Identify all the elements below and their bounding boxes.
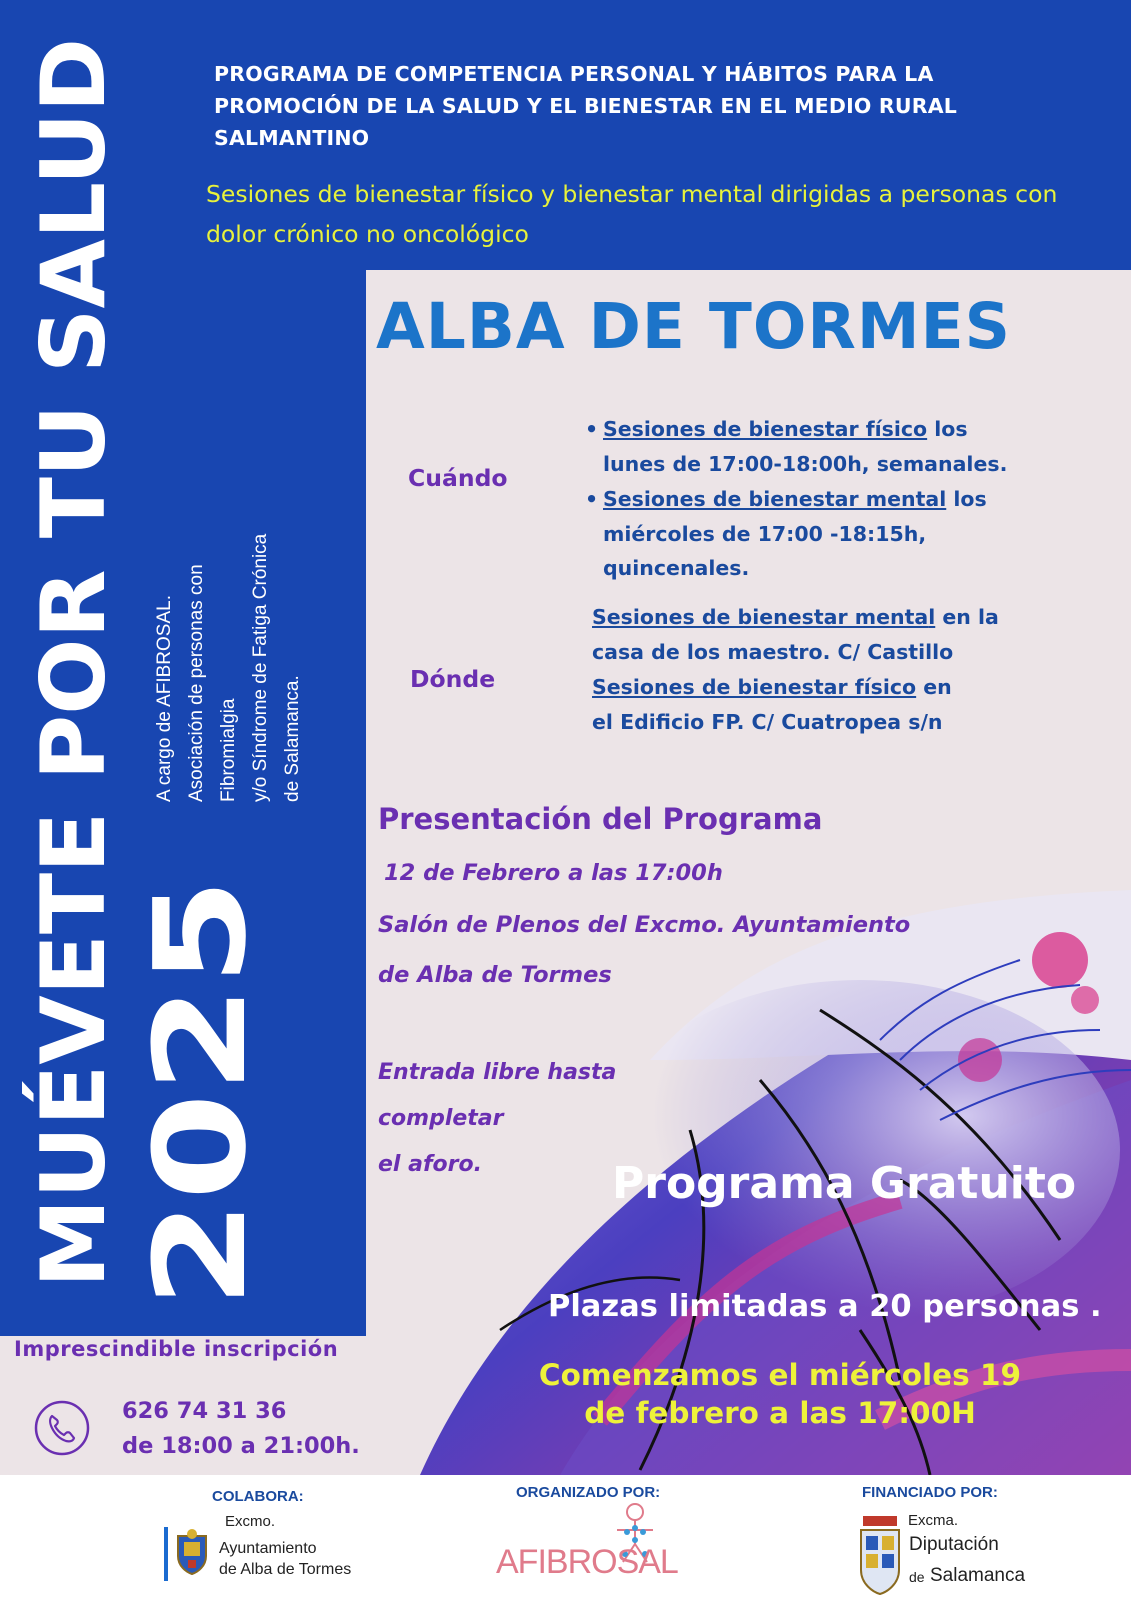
bullet-icon: • [585, 487, 599, 511]
bullet-icon: • [585, 417, 599, 441]
program-title: PROGRAMA DE COMPETENCIA PERSONAL Y HÁBITOS PARA LA PROMOCIÓN DE LA SALUD Y EL BIENESTAR EN EL MEDIO RURAL SALMANTINO [214, 62, 958, 150]
presentation-place: de Alba de Tormes [378, 962, 612, 988]
phone-number[interactable]: 626 74 31 36 [122, 1398, 287, 1424]
free-program-banner: Programa Gratuito [612, 1158, 1077, 1209]
cuando-label: Cuándo [408, 464, 508, 492]
presentation-title: Presentación del Programa [378, 802, 823, 836]
colabora-name: Ayuntamiento [219, 1540, 317, 1557]
financiado-name: Salamanca [930, 1565, 1026, 1586]
cuando-link[interactable]: Sesiones de bienestar mental [603, 487, 947, 511]
registration-label: Imprescindible inscripción [14, 1337, 339, 1361]
svg-text:2025: 2025 [127, 957, 274, 1308]
cuando-item: • Sesiones de bienestar mental los miércoles de 17:00 -18:15h, quincenales. [603, 482, 1123, 586]
donde-item: Sesiones de bienestar mental en la casa de los maestro. C/ Castillo [592, 605, 999, 664]
presentation-date: 12 de Febrero a las 17:00h [384, 860, 723, 886]
limited-seats: Plazas limitadas a 20 personas . [548, 1289, 1102, 1324]
credit-line: Asociación de personas con [186, 564, 207, 802]
side-year [127, 868, 274, 1308]
credit-line: A cargo de AFIBROSAL. [154, 595, 175, 802]
side-title [22, 18, 125, 1288]
financiado-label: FINANCIADO POR: [862, 1484, 998, 1501]
ayuntamiento-crest-icon [174, 1528, 210, 1576]
financiado-name: Excma. [908, 1512, 959, 1529]
program-subtitle: Sesiones de bienestar físico y bienestar mental dirigidas a personas con dolor crónico no oncológico [206, 180, 1058, 248]
colabora-name: de Alba de Tormes [219, 1561, 352, 1578]
phone-icon [34, 1400, 90, 1456]
start-date: Comenzamos el miércoles 19 de febrero a las 17:00H [538, 1358, 1022, 1430]
colabora-label: COLABORA: [212, 1488, 304, 1505]
divider [164, 1527, 168, 1581]
credit-line: y/o Síndrome de Fatiga Crónica [250, 533, 271, 802]
donde-link[interactable]: Sesiones de bienestar físico [592, 675, 917, 699]
colabora-name: Excmo. [225, 1513, 276, 1530]
credit-line: de Salamanca. [282, 675, 303, 802]
donde-link[interactable]: Sesiones de bienestar mental [592, 605, 936, 629]
side-credit [148, 442, 308, 812]
organizado-label: ORGANIZADO POR: [516, 1484, 661, 1501]
cuando-link[interactable]: Sesiones de bienestar físico [603, 417, 928, 441]
diputacion-crest-icon [857, 1512, 903, 1596]
afibrosal-logo: AFIBROSAL [496, 1543, 678, 1581]
town-heading: ALBA DE TORMES [376, 290, 1012, 363]
entry-note: Entrada libre hasta completar el aforo. [378, 1060, 617, 1177]
presentation-place: Salón de Plenos del Excmo. Ayuntamiento [378, 912, 911, 938]
svg-text:MUÉVETE POR TU SALUD: MUÉVETE POR TU SALUD [22, 61, 125, 1288]
donde-item: Sesiones de bienestar físico en el Edificio FP. C/ Cuatropea s/n [592, 675, 952, 734]
cuando-item: • Sesiones de bienestar físico los lunes de 17:00-18:00h, semanales. [603, 412, 1123, 481]
financiado-name: Diputación [909, 1534, 999, 1555]
financiado-name: de [909, 1569, 925, 1585]
donde-label: Dónde [410, 665, 496, 693]
credit-line: Fibromialgia [218, 698, 239, 802]
registration-hours: de 18:00 a 21:00h. [122, 1433, 360, 1459]
